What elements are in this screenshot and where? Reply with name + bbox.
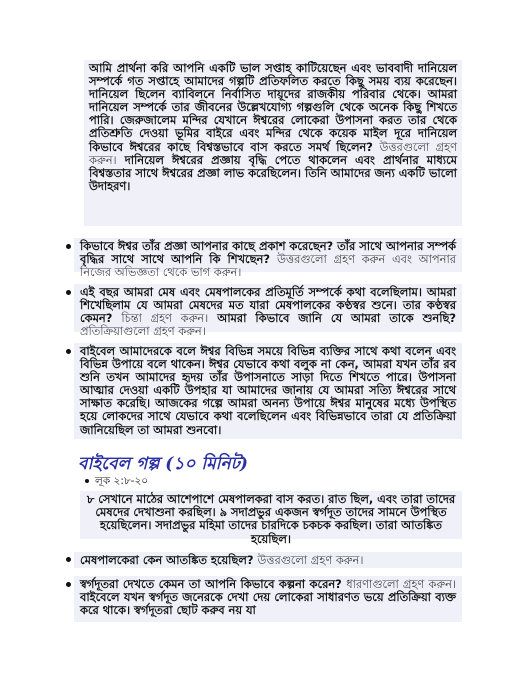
bottom-bullet-1-dot xyxy=(66,557,71,562)
bottom-bullet-2-prompt: ধারণাগুলো গ্রহণ করুন। xyxy=(346,577,456,591)
bullet-3-dot xyxy=(66,349,71,354)
bullet-1-prompt: উত্তরগুলো গ্রহণ করুন এবং আপনার নিজের অভিজ্ঞতা থেকে ভাগ করুন। xyxy=(80,252,457,280)
bottom-bullet-2-dot xyxy=(66,582,71,587)
intro-prompt: উত্তরগুলো গ্রহণ করুন। xyxy=(89,139,458,167)
bullet-3 xyxy=(80,345,456,437)
bullet-2-prompt: চিন্তা গ্রহণ করুন। xyxy=(121,311,209,326)
intro-tail: দানিয়েল ঈশ্বরের প্রজ্ঞায় বৃদ্ধি পেতে থাকলেন এবং প্রার্থনার মাধ্যমে বিশ্বস্ততার সাথে ঈশ্বরের প্রজ্ঞা লাভ করেছিলেন। তিনি আমাদের জন্য একটি ভালো উদাহরণ। xyxy=(89,152,457,193)
scripture-passage xyxy=(84,493,458,546)
bottom-bullet-1 xyxy=(80,554,456,567)
section-heading: বাইবেল গল্প (১০ মিনিট) xyxy=(78,454,248,474)
bottom-bullet-1-prompt: উত্তরগুলো গ্রহণ করুন। xyxy=(257,553,364,567)
scripture-reference: লূক ২:৮-২০ xyxy=(95,475,149,487)
bullet-2 xyxy=(80,286,456,338)
intro-paragraph xyxy=(89,62,457,193)
bullet-2-dot xyxy=(66,290,71,295)
intro-text: আমি প্রার্থনা করি আপনি একটি ভাল সপ্তাহ কাটিয়েছেন এবং ভাববাদী দানিয়েল সম্পর্কে গত সপ্তাহে আমাদের গল্পটি প্রতিফলিত করতে কিছু সময় ব্যয় করেছেন। দানিয়েল ছিলেন ব্যাবিলনে নির্বাসিত দায়ূদের রাজকীয় পরিবার থেকে। আমরা দানিয়েল সম্পর্কে তার জীবনের উল্লেখযোগ্য গল্পগুলি থেকে অনেক কিছু শিখতে পারি। জেরুজালেম মন্দির যেখানে ঈশ্বরের লোকেরা উপাসনা করত তার থেকে প্রতিশ্রুতি দেওয়া ভূমির বাইরে এবং মন্দির থেকে কয়েক মাইল দূরে দানিয়েল কিভাবে ঈশ্বরের কাছে বিশ্বস্তভাবে বাস করতে সমর্থ ছিলেন? xyxy=(89,61,457,154)
bullet-3-text: বাইবেল আমাদেরকে বলে ঈশ্বর বিভিন্ন সময়ে বিভিন্ন ব্যক্তির সাথে কথা বলেন এবং বিভিন্ন উপায়ে বলে থাকেন। ঈশ্বর যেভাবে কথা বলুক না কেন, আমরা যখন তাঁর রব শুনি তখন আমাদের হৃদয় তাঁর উপাসনাতে সাড়া দিতে শিখতে পারে। উপাসনা আত্মার দেওয়া একটি উপহার যা আমাদের জানায় যে আমরা সত্যি ঈশ্বরের সাথে সাক্ষাত করেছি। আজকের গল্পে আমরা অনন্য উপায়ে ঈশ্বর মানুষের মধ্যে উপস্থিত হয়ে লোকদের সাথে যেভাবে কথা বলেছিলেন এবং বিভিন্নভাবে তারা যে প্রতিক্রিয়া জানিয়েছিল তা আমরা শুনবো। xyxy=(80,344,456,437)
bullet-2-text: এই বছর আমরা মেষ এবং মেষপালকের প্রতিমূর্তি সম্পর্কে কথা বলেছিলাম। আমরা শিখেছিলাম যে আমরা মেষদের মত যারা মেষপালকের কণ্ঠস্বর শুনে। তার কণ্ঠস্বর কেমন? xyxy=(80,285,456,326)
bottom-bullet-2-text: স্বর্গদূতরা দেখতে কেমন তা আপনি কিভাবে কল্পনা করেন? xyxy=(80,577,342,591)
bottom-bullet-2 xyxy=(80,578,456,617)
bullet-1 xyxy=(80,240,456,279)
bullet-1-text: কিভাবে ঈশ্বর তাঁর প্রজ্ঞা আপনার কাছে প্রকাশ করেছেন? তাঁর সাথে আপনার সম্পর্ক বৃদ্ধির সাথে সাথে আপনি কি শিখছেন? xyxy=(80,239,456,267)
bullet-2-tail: আমরা কিভাবে জানি যে আমরা তাকে শুনছি? xyxy=(217,311,456,326)
bottom-bullet-2-tail: বাইবেলে যখন স্বর্গদূত জনেরকে দেখা দেয় লোকেরা সাধারণত ভয়ে প্রতিক্রিয়া ব্যক্ত করে থাকে। স্বর্গদূতরা ছোট করুব নয় যা xyxy=(80,590,456,618)
scripture-text: ৮ সেখানে মাঠের আশেপাশে মেষপালকরা বাস করত। রাত ছিল, এবং তারা তাদের মেষদের দেখাশুনা করছিল। ৯ সদাপ্রভুর একজন স্বর্গদূত তাদের সামনে উপস্থিত হয়েছিলেন। সদাপ্রভুর মহিমা তাদের চারদিকে চকচক করছিল। তারা আতঙ্কিত হয়েছিল। xyxy=(86,492,456,546)
scripture-ref-dot xyxy=(85,479,89,483)
bullet-1-dot xyxy=(66,244,71,249)
bullet-2-prompt-2: প্রতিক্রিয়াগুলো গ্রহণ করুন। xyxy=(80,324,206,339)
bottom-bullet-1-text: মেষপালকেরা কেন আতঙ্কিত হয়েছিল? xyxy=(80,553,254,567)
